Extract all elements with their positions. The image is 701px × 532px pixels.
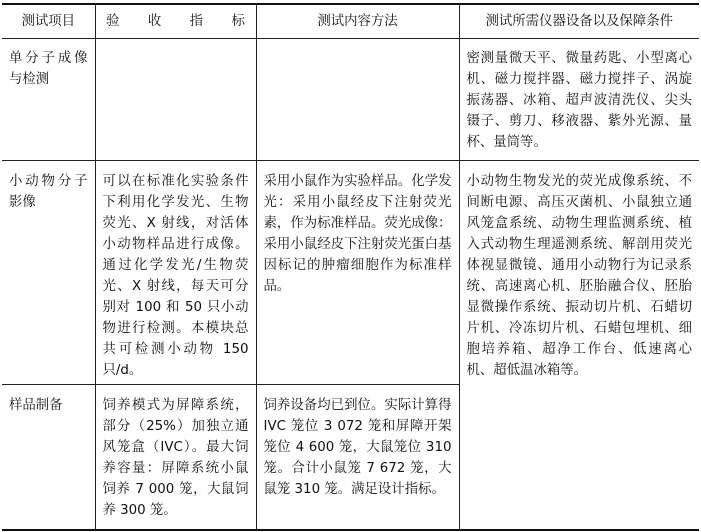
cell-item: 小动物分子影像 (2, 161, 95, 385)
cell-method: 采用小鼠作为实验样品。化学发光：采用小鼠经皮下注射荧光素，作为标准样品。荧光成像：采用小鼠经皮下注射荧光蛋白基因标记的肿瘤细胞作为标准样品。 (256, 161, 459, 385)
header-criteria-label: 验 收 指 标 (106, 14, 257, 29)
header-method: 测试内容方法 (256, 4, 459, 39)
header-test-item: 测试项目 (2, 4, 95, 39)
acceptance-test-table (2, 3, 699, 531)
cell-item: 样品制备 (2, 385, 95, 531)
header-equipment: 测试所需仪器设备以及保障条件 (459, 4, 699, 39)
header-row (2, 4, 699, 39)
header-criteria (95, 4, 256, 39)
cell-method: 饲养设备均已到位。实际计算得 IVC 笼位 3 072 笼和屏障开架笼位 4 600 笼，大鼠笼位 310 笼。合计小鼠笼 7 672 笼，大鼠笼 310 笼。满足设计指标。 (256, 385, 459, 531)
cell-criteria (95, 39, 256, 161)
cell-equipment: 密测量微天平、微量药匙、小型离心机、磁力搅拌器、磁力搅拌子、涡旋振荡器、冰箱、超声波清洗仪、尖头镊子、剪刀、移液器、紫外光源、量杯、量筒等。 (459, 39, 699, 161)
cell-equipment: 小动物生物发光的荧光成像系统、不间断电源、高压灭菌机、小鼠独立通风笼盒系统、动物生理监测系统、植入式动物生理遥测系统、解剖用荧光体视显微镜、通用小动物行为记录系统、高速离心机、胚胎融合仪、胚胎显微操作系统、振动切片机、石蜡切片机、冷冻切片机、石蜡包埋机、细胞培养箱、超净工作台、低速离心机、超低温冰箱等。 (459, 161, 699, 531)
cell-criteria: 饲养模式为屏障系统，部分（25%）加独立通风笼盒（IVC）。最大饲养容量：屏障系统小鼠饲养 7 000 笼，大鼠饲养 300 笼。 (95, 385, 256, 531)
table-row (2, 161, 699, 385)
cell-item: 单分子成像与检测 (2, 39, 95, 161)
cell-method (256, 39, 459, 161)
cell-criteria: 可以在标准化实验条件下利用化学发光、生物荧光、X 射线，对活体小动物样品进行成像。通过化学发光/生物荧光、X 射线，每天可分别对 100 和 50 只小动物进行检测。本模块总共可检测小动物 150 只/d。 (95, 161, 256, 385)
table-row (2, 39, 699, 161)
